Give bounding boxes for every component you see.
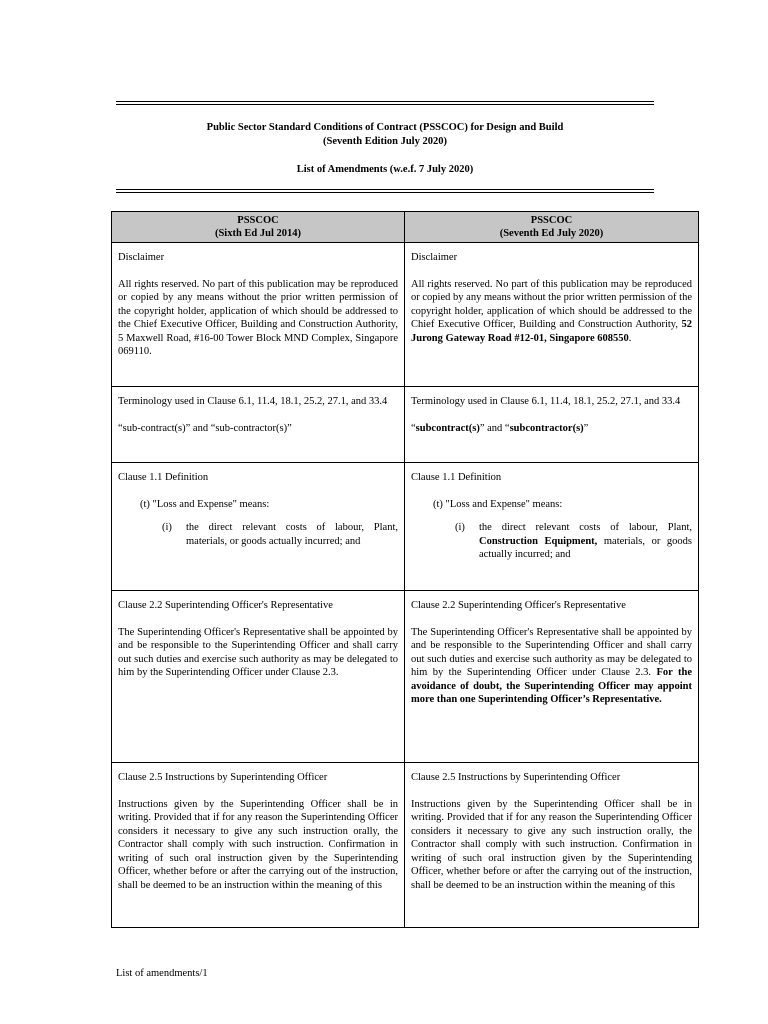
clause-body: The Superintending Officer's Representative shall be appointed by and be responsible to the Superintending Officer and shall carry out such duties and exercise such authority as may be delegated to him by the Superintending Officer under Clause 2.3. <box>118 626 398 678</box>
clause-text: materials, or goods actually incurred; and <box>479 535 692 560</box>
clause-heading: Disclaimer <box>411 252 458 263</box>
cell-old-disclaimer <box>112 243 405 387</box>
cell-old-terminology <box>112 387 405 463</box>
column-header-seventh-ed <box>405 212 699 243</box>
sub-clause-t: (t) "Loss and Expense" means: <box>433 498 563 510</box>
cell-new-terminology <box>405 387 699 463</box>
sub-clause-text <box>479 521 692 562</box>
document-title: Public Sector Standard Conditions of Contract (PSSCOC) for Design and Build <box>206 122 564 133</box>
document-edition: (Seventh Edition July 2020) <box>323 136 447 147</box>
column-header-edition: (Seventh Ed July 2020) <box>499 228 604 239</box>
cell-new-clause-2-5 <box>405 763 699 928</box>
clause-text: All rights reserved. No part of this publication may be reproduced or copied by any means without the prior written permission of the copyright holder, application of which should be addressed to the Chief Executive Officer, Building and Construction Authority, <box>411 278 692 330</box>
table-header-row <box>112 212 699 243</box>
column-header-title: PSSCOC <box>530 215 573 226</box>
amended-text: For the avoidance of doubt, the Superintending Officer may appoint more than one Superintending Officer’s Representative. <box>411 667 692 705</box>
clause-heading: Clause 2.2 Superintending Officer's Representative <box>118 600 333 611</box>
clause-body: “sub-contract(s)” and “sub-contractor(s)” <box>118 422 292 434</box>
clause-heading: Clause 2.5 Instructions by Superintending Officer <box>118 772 328 783</box>
table-row-disclaimer <box>112 243 699 387</box>
amended-text: 52 Jurong Gateway Road #12-01, Singapore 608550 <box>411 319 692 344</box>
cell-old-clause-2-2 <box>112 591 405 763</box>
cell-new-clause-2-2 <box>405 591 699 763</box>
sub-clause-number: (i) <box>455 522 465 533</box>
amended-text: subcontractor(s) <box>509 422 584 434</box>
header-rule-bottom <box>116 189 654 193</box>
column-header-edition: (Sixth Ed Jul 2014) <box>214 228 302 239</box>
cell-new-disclaimer <box>405 243 699 387</box>
clause-heading: Clause 2.2 Superintending Officer's Representative <box>411 600 626 611</box>
clause-text: ” <box>583 422 589 434</box>
clause-body <box>411 626 692 707</box>
clause-heading: Clause 2.5 Instructions by Superintending Officer <box>411 772 621 783</box>
clause-heading: Terminology used in Clause 6.1, 11.4, 18.1, 25.2, 27.1, and 33.4 <box>411 396 681 407</box>
sub-clause-i <box>455 521 692 562</box>
amended-text: Construction Equipment, <box>479 535 598 547</box>
amendments-table <box>111 211 699 928</box>
clause-heading: Clause 1.1 Definition <box>118 472 209 483</box>
clause-heading: Clause 1.1 Definition <box>411 472 502 483</box>
sub-clause-i <box>162 521 398 548</box>
column-header-title: PSSCOC <box>237 215 279 226</box>
clause-text: . <box>628 332 632 344</box>
clause-text: the direct relevant costs of labour, Plant, <box>479 522 692 533</box>
cell-old-clause-1-1 <box>112 463 405 591</box>
cell-new-clause-1-1 <box>405 463 699 591</box>
page-footer: List of amendments/1 <box>116 968 208 979</box>
document-subtitle: List of Amendments (w.e.f. 7 July 2020) <box>296 164 474 175</box>
sub-clause-number: (i) <box>162 522 172 533</box>
clause-text: ” and “ <box>479 422 510 434</box>
table-row-clause-2-5 <box>112 763 699 928</box>
table-row-terminology <box>112 387 699 463</box>
sub-clause-text: the direct relevant costs of labour, Plant, materials, or goods actually incurred; and <box>186 522 398 547</box>
clause-body: Instructions given by the Superintending Officer shall be in writing. Provided that if for any reason the Superintending Officer considers it necessary to give any such instruction orally, the Contractor shall comply with such instruction. Confirmation in writing of such oral instruction given by the Superintending Officer, whether before or after the carrying out of the instruction, shall be deemed to be an instruction within the meaning of this <box>118 798 398 891</box>
header-rule-top <box>116 101 654 105</box>
clause-body: Instructions given by the Superintending Officer shall be in writing. Provided that if for any reason the Superintending Officer considers it necessary to give any such instruction orally, the Contractor shall comply with such instruction. Confirmation in writing of such oral instruction given by the Superintending Officer, whether before or after the carrying out of the instruction, shall be deemed to be an instruction within the meaning of this <box>411 798 692 891</box>
clause-body <box>411 278 692 346</box>
column-header-sixth-ed <box>112 212 405 243</box>
clause-heading: Disclaimer <box>118 252 165 263</box>
clause-body <box>411 422 692 436</box>
clause-body: All rights reserved. No part of this publication may be reproduced or copied by any means without the prior written permission of the copyright holder, application of which should be addressed to the Chief Executive Officer, Building and Construction Authority, 5 Maxwell Road, #16-00 Tower Block MND Complex, Singapore 069110. <box>118 278 398 357</box>
amended-text: subcontract(s) <box>415 422 480 434</box>
clause-text: “ <box>411 422 416 434</box>
table-row-clause-1-1 <box>112 463 699 591</box>
clause-text: The Superintending Officer's Representative shall be appointed by and be responsible to the Superintending Officer and shall carry out such duties and exercise such authority as may be delegated to him by the Superintending Officer under Clause 2.3. <box>411 626 692 678</box>
table-row-clause-2-2 <box>112 591 699 763</box>
document-title-block <box>116 121 654 177</box>
cell-old-clause-2-5 <box>112 763 405 928</box>
clause-heading: Terminology used in Clause 6.1, 11.4, 18.1, 25.2, 27.1, and 33.4 <box>118 396 388 407</box>
sub-clause-t: (t) "Loss and Expense" means: <box>140 498 270 510</box>
